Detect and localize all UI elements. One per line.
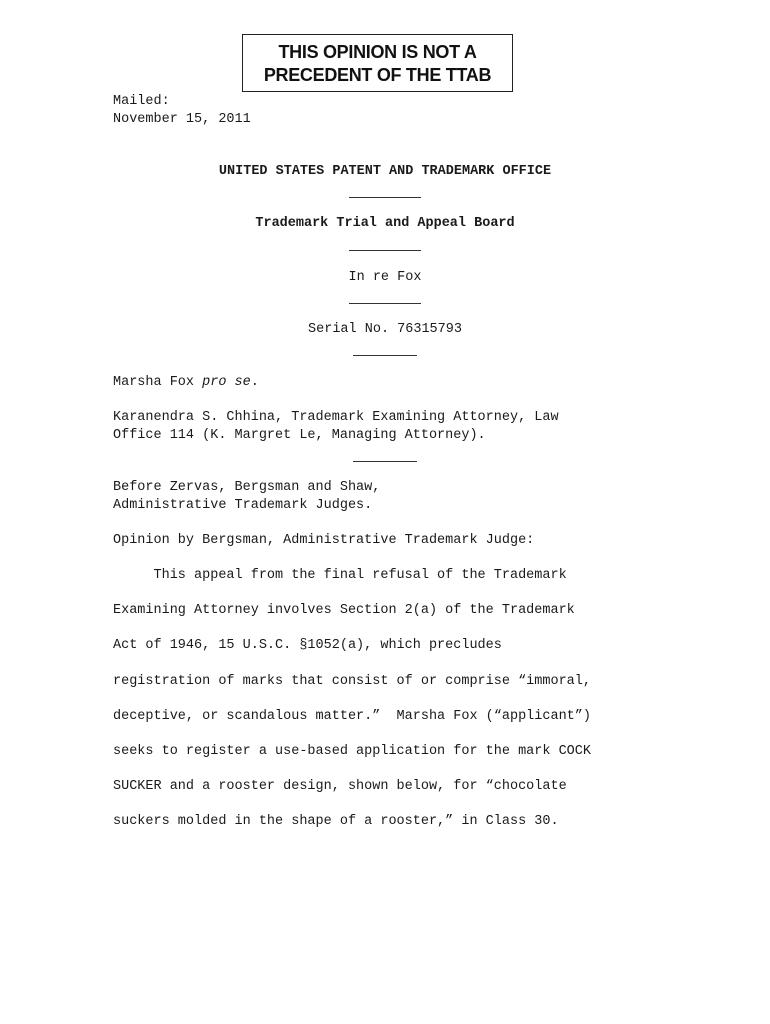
notice-line-1: THIS OPINION IS NOT A bbox=[278, 42, 477, 62]
body-line: seeks to register a use-based application for the mark COCK bbox=[113, 744, 591, 759]
case-caption: In re Fox bbox=[348, 270, 422, 285]
panel-line-2: Administrative Trademark Judges. bbox=[113, 498, 373, 513]
body-line: Act of 1946, 15 U.S.C. §1052(a), which precludes bbox=[113, 638, 502, 653]
body-line: SUCKER and a rooster design, shown below, for “chocolate bbox=[113, 779, 567, 794]
body-line: suckers molded in the shape of a rooster,” in Class 30. bbox=[113, 814, 559, 829]
applicant-name: Marsha Fox bbox=[113, 375, 203, 390]
opinion-author: Opinion by Bergsman, Administrative Trademark Judge: bbox=[113, 533, 535, 548]
separator-rule bbox=[349, 250, 421, 251]
separator-rule bbox=[353, 355, 417, 356]
notice-line-2: PRECEDENT OF THE TTAB bbox=[263, 65, 492, 85]
panel-line-1: Before Zervas, Bergsman and Shaw, bbox=[113, 480, 381, 495]
office-heading: UNITED STATES PATENT AND TRADEMARK OFFICE bbox=[218, 164, 552, 179]
applicant-counsel bbox=[113, 375, 259, 390]
separator-rule bbox=[353, 461, 417, 462]
board-heading: Trademark Trial and Appeal Board bbox=[255, 216, 515, 231]
serial-number: Serial No. 76315793 bbox=[308, 322, 462, 337]
applicant-end: . bbox=[250, 375, 259, 390]
examiner-line-1: Karanendra S. Chhina, Trademark Examining Attorney, Law bbox=[113, 410, 559, 425]
separator-rule bbox=[349, 303, 421, 304]
body-line: This appeal from the final refusal of the Trademark bbox=[113, 568, 567, 583]
pro-se-label: pro se bbox=[202, 375, 251, 390]
mailed-label: Mailed: bbox=[113, 94, 170, 109]
not-precedent-notice bbox=[242, 34, 513, 92]
examiner-line-2: Office 114 (K. Margret Le, Managing Attorney). bbox=[113, 428, 486, 443]
body-line: deceptive, or scandalous matter.” Marsha Fox (“applicant”) bbox=[113, 709, 591, 724]
body-line: Examining Attorney involves Section 2(a) of the Trademark bbox=[113, 603, 575, 618]
body-line: registration of marks that consist of or comprise “immoral, bbox=[113, 674, 591, 689]
mailed-date: November 15, 2011 bbox=[113, 112, 251, 127]
separator-rule bbox=[349, 197, 421, 198]
